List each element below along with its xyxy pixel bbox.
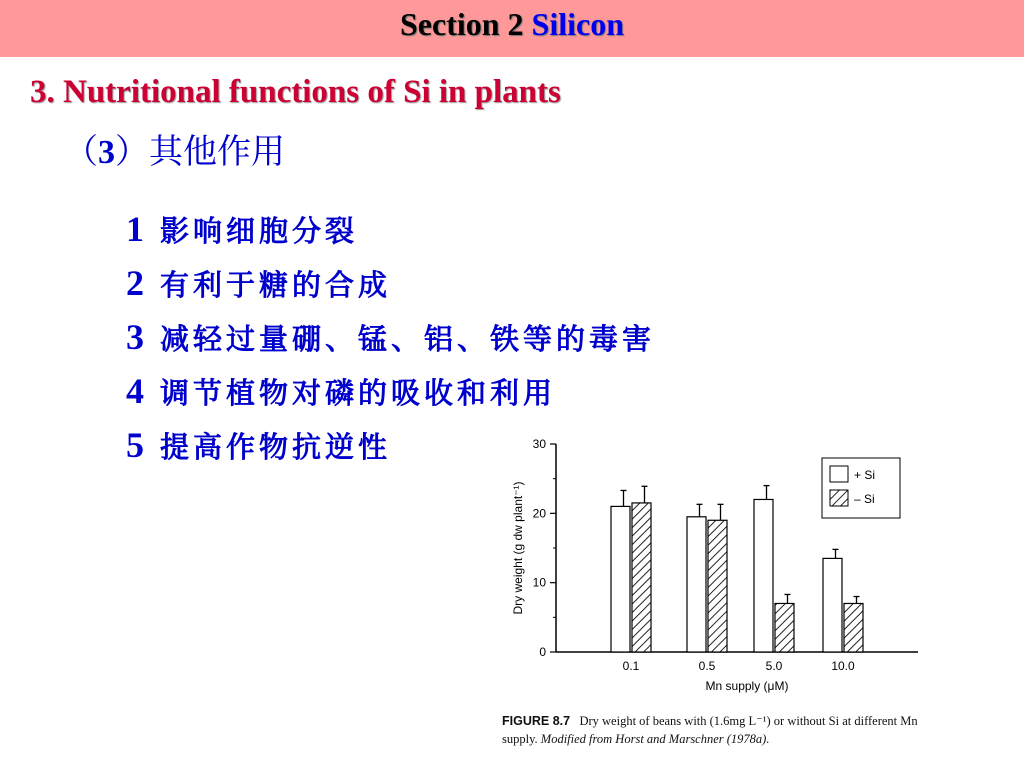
x-tick-label: 5.0 bbox=[765, 659, 783, 673]
x-tick-label: 0.1 bbox=[622, 659, 640, 673]
bar-plus-si bbox=[754, 499, 773, 652]
x-axis-label: Mn supply (μM) bbox=[705, 679, 789, 693]
y-tick-label: 0 bbox=[539, 645, 546, 659]
bar-plus-si bbox=[611, 506, 630, 652]
legend-label: + Si bbox=[854, 468, 876, 482]
section-title bbox=[0, 6, 1024, 43]
subheading-number: 3 bbox=[98, 134, 115, 171]
bar-minus-si bbox=[844, 603, 863, 652]
legend-swatch bbox=[830, 466, 848, 482]
slide-heading: 3. Nutritional functions of Si in plants bbox=[30, 74, 561, 110]
y-tick-label: 30 bbox=[532, 437, 546, 451]
bar-minus-si bbox=[708, 520, 727, 652]
list-item-number: 3 bbox=[126, 317, 144, 357]
list-item-text: 有利于糖的合成 bbox=[160, 267, 392, 302]
list-item-text: 调节植物对磷的吸收和利用 bbox=[160, 375, 557, 410]
y-axis-label: Dry weight (g dw plant⁻¹) bbox=[511, 481, 525, 615]
list-item-text: 影响细胞分裂 bbox=[160, 213, 359, 248]
list-item-text: 减轻过量硼、锰、铝、铁等的毒害 bbox=[160, 321, 656, 356]
title-bar bbox=[0, 0, 1024, 57]
section-title-prefix: Section 2 bbox=[399, 6, 532, 42]
caption-label: FIGURE 8.7 bbox=[502, 714, 571, 728]
subheading-close-paren: ） bbox=[115, 132, 149, 172]
list-item-number: 5 bbox=[126, 425, 144, 465]
list-item-number: 1 bbox=[126, 209, 144, 249]
bar-plus-si bbox=[687, 517, 706, 652]
subheading-text: 其他作用 bbox=[149, 132, 285, 172]
legend-swatch bbox=[830, 490, 848, 506]
bar-minus-si bbox=[632, 503, 651, 652]
y-tick-label: 20 bbox=[532, 506, 546, 521]
bar-plus-si bbox=[823, 558, 842, 652]
list-item-text: 提高作物抗逆性 bbox=[160, 429, 392, 464]
list-item bbox=[126, 202, 655, 256]
list-item-number: 2 bbox=[126, 263, 144, 303]
caption-text: Dry weight of beans with (1.6mg L⁻¹) or without Si at different Mn supply. bbox=[502, 714, 918, 746]
bar-minus-si bbox=[775, 603, 794, 652]
slide-subheading bbox=[64, 124, 285, 173]
legend-label: – Si bbox=[854, 492, 875, 506]
list-item bbox=[126, 256, 655, 310]
x-tick-label: 10.0 bbox=[831, 659, 855, 673]
list-item-number: 4 bbox=[126, 371, 144, 411]
x-tick-label: 0.5 bbox=[698, 659, 716, 673]
caption-source: Modified from Horst and Marschner (1978a). bbox=[540, 732, 770, 746]
subheading-open-paren: （ bbox=[64, 132, 98, 172]
list-item bbox=[126, 310, 655, 364]
y-tick-label: 10 bbox=[532, 575, 546, 590]
list-item bbox=[126, 364, 655, 418]
section-title-accent: Silicon bbox=[531, 6, 624, 42]
figure-caption bbox=[502, 712, 932, 748]
